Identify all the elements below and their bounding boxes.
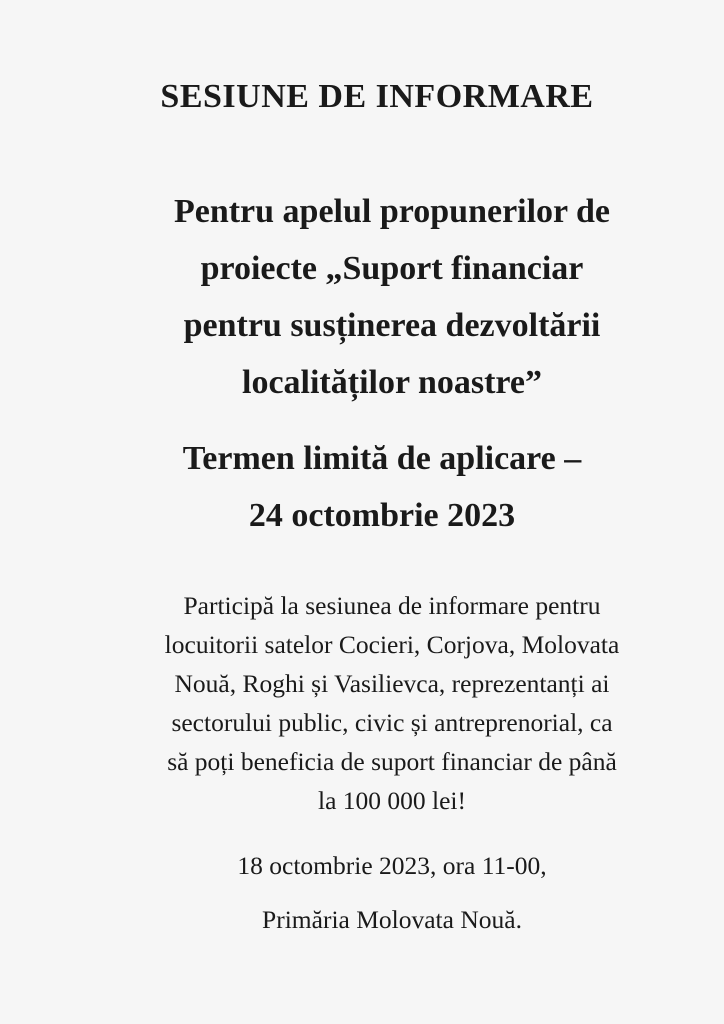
paragraph-line: să poți beneficia de suport financiar de până [167,747,617,776]
paragraph-line: Participă la sesiunea de informare pentru [183,591,601,620]
page-title: SESIUNE DE INFORMARE [160,78,594,115]
session-datetime: 18 octombrie 2023, ora 11-00, [237,851,547,880]
subtitle-line: pentru susținerea dezvoltării [183,307,601,344]
deadline-date: 24 octombrie 2023 [248,497,516,534]
paragraph-line: locuitorii satelor Cocieri, Corjova, Molovata [164,630,620,659]
subtitle-line: proiecte „Suport financiar [200,250,584,287]
paragraph-line: sectorului public, civic și antreprenorial, ca [171,708,613,737]
subtitle-line: localităților noastre” [242,364,542,401]
project-call-subtitle [60,183,724,411]
deadline-line: Termen limită de aplicare – [182,440,582,477]
invitation-paragraph [60,586,724,820]
paragraph-line: la 100 000 lei! [317,786,466,815]
subtitle-line: Pentru apelul propunerilor de [173,193,611,230]
session-location: Primăria Molovata Nouă. [262,905,522,934]
paragraph-line: Nouă, Roghi și Vasilievca, reprezentanți ai [174,669,610,698]
application-deadline [40,430,724,544]
